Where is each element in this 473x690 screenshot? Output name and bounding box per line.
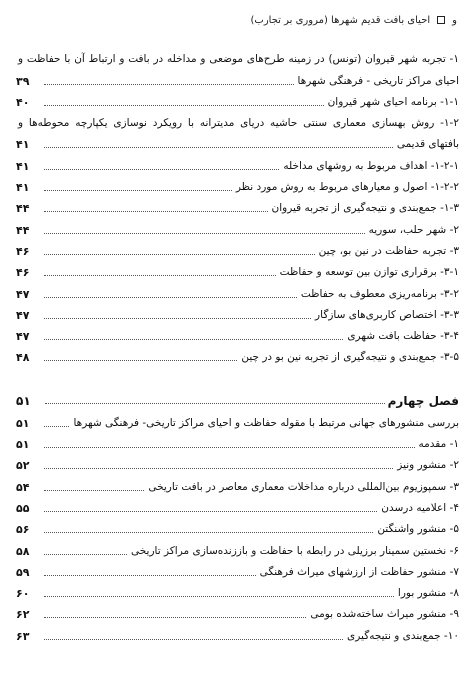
toc-entry-title: ۱۰- جمع‌بندی و نتیجه‌گیری [347,629,459,642]
toc-entry-page-number: ۶۲ [16,608,30,622]
toc-entry-title: ۶- نخستین سمینار برزیلی در رابطه با حفاظت و باززنده‌سازی مراکز تاریخی [131,544,459,557]
toc-entry-title: ۳-۴- حفاظت بافت شهری [347,330,459,343]
dot-leader [44,359,237,361]
toc-entry-title: ۱-۲-۲- اصول و معیارهای مربوط به روش مورد نظر [235,181,459,194]
toc-entry [16,130,459,151]
toc-entry-title: ۱-۲-۱- اهداف مربوط به روشهای مداخله [283,159,459,172]
toc-entry-page-number: ۵۸ [16,544,30,558]
toc-entry [16,472,459,493]
toc-entry-title: ۱- تجربه شهر قیروان (تونس) در زمینه طرح‌های موضعی و مداخله در بافت و ارتباط آن با حفاظت و [18,53,459,66]
toc-entry [16,301,459,322]
dot-leader [44,595,394,597]
dot-leader [44,253,315,255]
toc-entry [16,151,459,172]
toc-section-b [16,408,459,642]
dot-leader [44,510,377,512]
toc-entry-page-number: ۵۲ [16,459,30,473]
toc-entry [16,451,459,472]
toc-entry [16,343,459,364]
dot-leader [44,210,268,212]
toc-entry-page-number: ۴۱ [16,181,30,195]
dot-leader [44,338,343,340]
toc-entry [16,600,459,621]
toc-entry-page-number: ۴۱ [16,138,30,152]
dot-leader [44,574,256,576]
dot-leader [44,553,127,555]
toc-entry [16,430,459,451]
toc-entry-page-number: ۵۹ [16,565,30,579]
dot-leader [44,446,415,448]
toc-entry [16,215,459,236]
toc-entry-page-number: ۳۹ [16,74,30,88]
chapter-title: فصل چهارم [387,394,459,409]
dot-leader [44,189,232,191]
toc-entry-page-number: ۴۴ [16,223,30,237]
toc-entry [16,408,459,429]
toc-entry-page-number: ۵۵ [16,501,30,515]
toc-entry-title: ۷- منشور حفاظت از ارزشهای میراث فرهنگی [259,565,459,578]
toc-entry-title: احیای مراکز تاریخی - فرهنگی شهرها [297,74,459,87]
section-gap [16,364,459,386]
dot-leader [44,168,279,170]
toc-entry [16,621,459,642]
toc-entry-page-number: ۴۰ [16,95,30,109]
table-of-contents [16,45,459,643]
toc-entry-title: ۳-۲- برنامه‌ریزی معطوف به حفاظت [300,287,459,300]
dot-leader [44,638,343,640]
toc-entry-title: ۵- منشور واشنگتن [377,523,459,536]
dot-leader [44,489,144,491]
toc-entry [16,66,459,87]
toc-entry-title: ۱-۳- جمع‌بندی و نتیجه‌گیری از تجربه قیروان [271,202,459,215]
toc-entry-title: ۳-۵- جمع‌بندی و نتیجه‌گیری از تجربه نین بو در چین [241,351,459,364]
toc-entry [16,494,459,515]
toc-entry [16,258,459,279]
toc-section-a [16,45,459,364]
dot-leader [44,232,365,234]
toc-entry-title: ۴- اعلامیه درسدن [381,501,459,514]
toc-entry-page-number: ۵۶ [16,523,30,537]
toc-entry-page-number: ۴۷ [16,287,30,301]
toc-entry-title: ۱- مقدمه [418,438,459,451]
toc-entry-page-number: ۴۸ [16,351,30,365]
toc-entry-page-number: ۶۰ [16,587,30,601]
toc-entry-page-number: ۵۱ [16,438,30,452]
toc-entry-title: ۱-۲- روش بهسازی معماری سنتی حاشیه دریای مدیترانه با رویکرد نوسازی یکپارچه محوطه‌ها و [18,117,459,130]
toc-entry [16,173,459,194]
dot-leader [44,83,294,85]
toc-entry-title: ۳-۱- برقراری توازن بین توسعه و حفاظت [279,266,459,279]
toc-entry-page-number: ۴۱ [16,159,30,173]
toc-entry-page-number: ۴۷ [16,308,30,322]
running-head [16,12,457,28]
dot-leader [44,104,324,106]
toc-entry [16,515,459,536]
square-bullet-icon [437,16,445,24]
toc-entry [16,109,459,130]
chapter-heading-row [16,386,459,408]
toc-entry-page-number: ۵۱ [16,416,30,430]
dot-leader [44,467,393,469]
dot-leader [45,403,385,404]
toc-entry [16,194,459,215]
dot-leader [44,296,297,298]
toc-entry-page-number: ۴۶ [16,244,30,258]
toc-entry-title: ۳- تجربه حفاظت در نین بو، چین [318,244,459,257]
toc-entry [16,237,459,258]
dot-leader [44,146,393,148]
toc-entry-page-number: ۴۴ [16,202,30,216]
toc-entry [16,322,459,343]
toc-entry-title: ۲- شهر حلب، سوریه [368,223,459,236]
toc-entry [16,45,459,66]
toc-entry-page-number: ۴۷ [16,330,30,344]
chapter-page-number: ۵۱ [16,394,31,409]
toc-entry-page-number: ۶۳ [16,629,30,643]
toc-entry-page-number: ۴۶ [16,266,30,280]
dot-leader [44,317,311,319]
toc-entry-title: بافتهای قدیمی [396,138,459,151]
toc-entry-title: ۹- منشور میراث ساخته‌شده بومی [310,608,459,621]
toc-entry-title: بررسی منشورهای جهانی مرتبط با مقوله حفاظت و احیای مراکز تاریخی- فرهنگی شهرها [73,416,459,429]
toc-entry-title: ۸- منشور بورا [397,587,459,600]
toc-entry [16,558,459,579]
toc-entry-page-number: ۵۴ [16,480,30,494]
toc-entry [16,279,459,300]
toc-entry [16,579,459,600]
dot-leader [44,425,69,427]
running-head-title: احیای بافت قدیم شهرها (مروری بر تجارب) [250,14,431,26]
dot-leader [44,274,276,276]
running-head-prefix: و [452,14,457,26]
dot-leader [44,616,306,618]
toc-entry-title: ۱-۱- برنامه احیای شهر قیروان [327,95,459,108]
toc-entry-title: ۳-۳- اختصاص کاربری‌های سازگار [315,308,459,321]
toc-entry [16,536,459,557]
dot-leader [44,531,373,533]
toc-entry-title: ۳- سمپوزیوم بین‌المللی درباره مداخلات معماری معاصر در بافت تاریخی [148,480,459,493]
toc-entry-title: ۲- منشور ونیز [397,459,459,472]
toc-entry [16,88,459,109]
